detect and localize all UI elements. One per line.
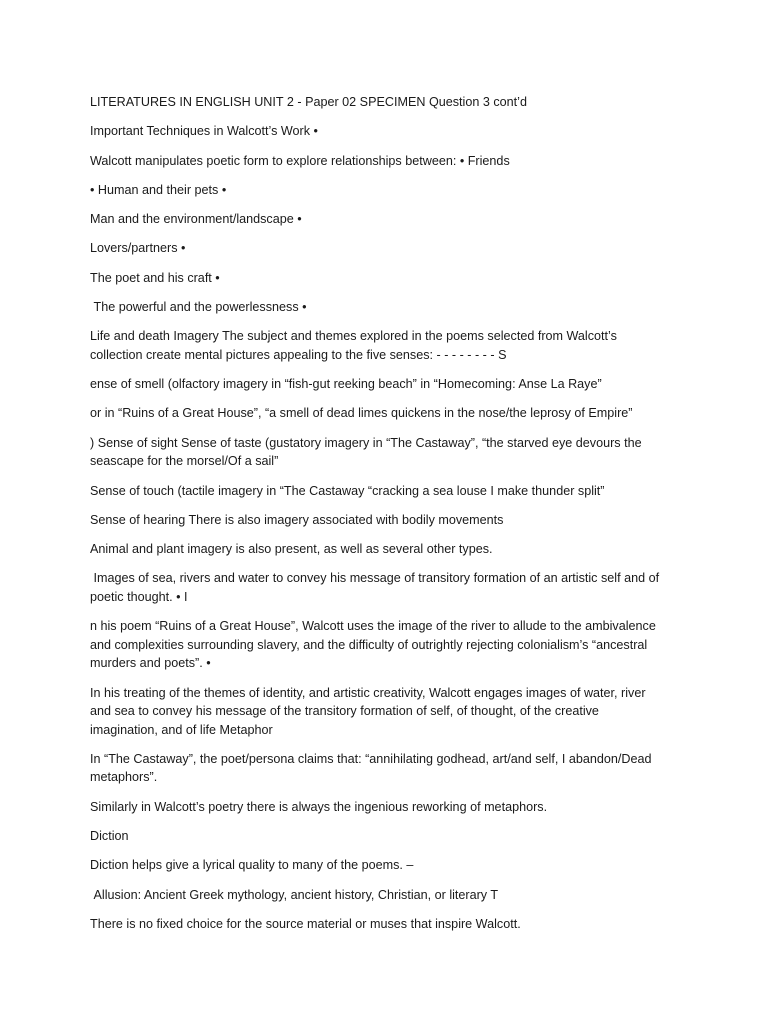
paragraph: n his poem “Ruins of a Great House”, Walcott uses the image of the river to allude to the ambivalence and complexities surrounding slavery, and the difficulty of outrightly rejecting colonialism’s “ancestral murders and poets”. • — [90, 619, 660, 671]
document-heading: LITERATURES IN ENGLISH UNIT 2 - Paper 02 SPECIMEN Question 3 cont’d — [90, 95, 527, 109]
paragraph: There is no fixed choice for the source material or muses that inspire Walcott. — [90, 916, 521, 931]
paragraph: In his treating of the themes of identity, and artistic creativity, Walcott engages images of water, river and sea to convey his message of the transitory formation of self, of thought, of the creative imagination, and of life Metaphor — [90, 685, 650, 737]
paragraph: Animal and plant imagery is also present, as well as several other types. — [90, 542, 493, 557]
paragraph: or in “Ruins of a Great House”, “a smell of dead limes quickens in the nose/the leprosy of Empire” — [90, 406, 633, 421]
paragraph: Similarly in Walcott’s poetry there is always the ingenious reworking of metaphors. — [90, 799, 548, 814]
paragraph: Sense of hearing There is also imagery associated with bodily movements — [90, 512, 504, 527]
paragraph: Allusion: Ancient Greek mythology, ancient history, Christian, or literary T — [90, 887, 499, 902]
paragraph: ) Sense of sight Sense of taste (gustatory imagery in “The Castaway”, “the starved eye devours the seascape for the morsel/Of a sail” — [90, 435, 646, 469]
paragraph: ense of smell (olfactory imagery in “fish-gut reeking beach” in “Homecoming: Anse La Raye” — [90, 377, 602, 392]
document-body — [90, 93, 670, 944]
paragraph: The powerful and the powerlessness • — [90, 300, 307, 315]
section-heading-diction: Diction — [90, 828, 129, 843]
paragraph: Images of sea, rivers and water to convey his message of transitory formation of an artistic self and of poetic thought. • I — [90, 571, 663, 604]
paragraph: Sense of touch (tactile imagery in “The Castaway “cracking a sea louse I make thunder split” — [90, 483, 605, 498]
paragraph: In “The Castaway”, the poet/persona claims that: “annihilating godhead, art/and self, I abandon/Dead metaphors”. — [90, 751, 655, 785]
paragraph: Lovers/partners • — [90, 241, 186, 256]
paragraph: Walcott manipulates poetic form to explore relationships between: • Friends — [90, 153, 510, 168]
paragraph: Important Techniques in Walcott’s Work • — [90, 124, 318, 139]
paragraph: Diction helps give a lyrical quality to many of the poems. – — [90, 858, 414, 873]
paragraph: • Human and their pets • — [90, 182, 227, 197]
paragraph: The poet and his craft • — [90, 270, 220, 285]
paragraph: Man and the environment/landscape • — [90, 212, 302, 227]
paragraph: Life and death Imagery The subject and themes explored in the poems selected from Walcott’s collection create mental pictures appealing to the five senses: - - - - - - - - S — [90, 329, 621, 362]
